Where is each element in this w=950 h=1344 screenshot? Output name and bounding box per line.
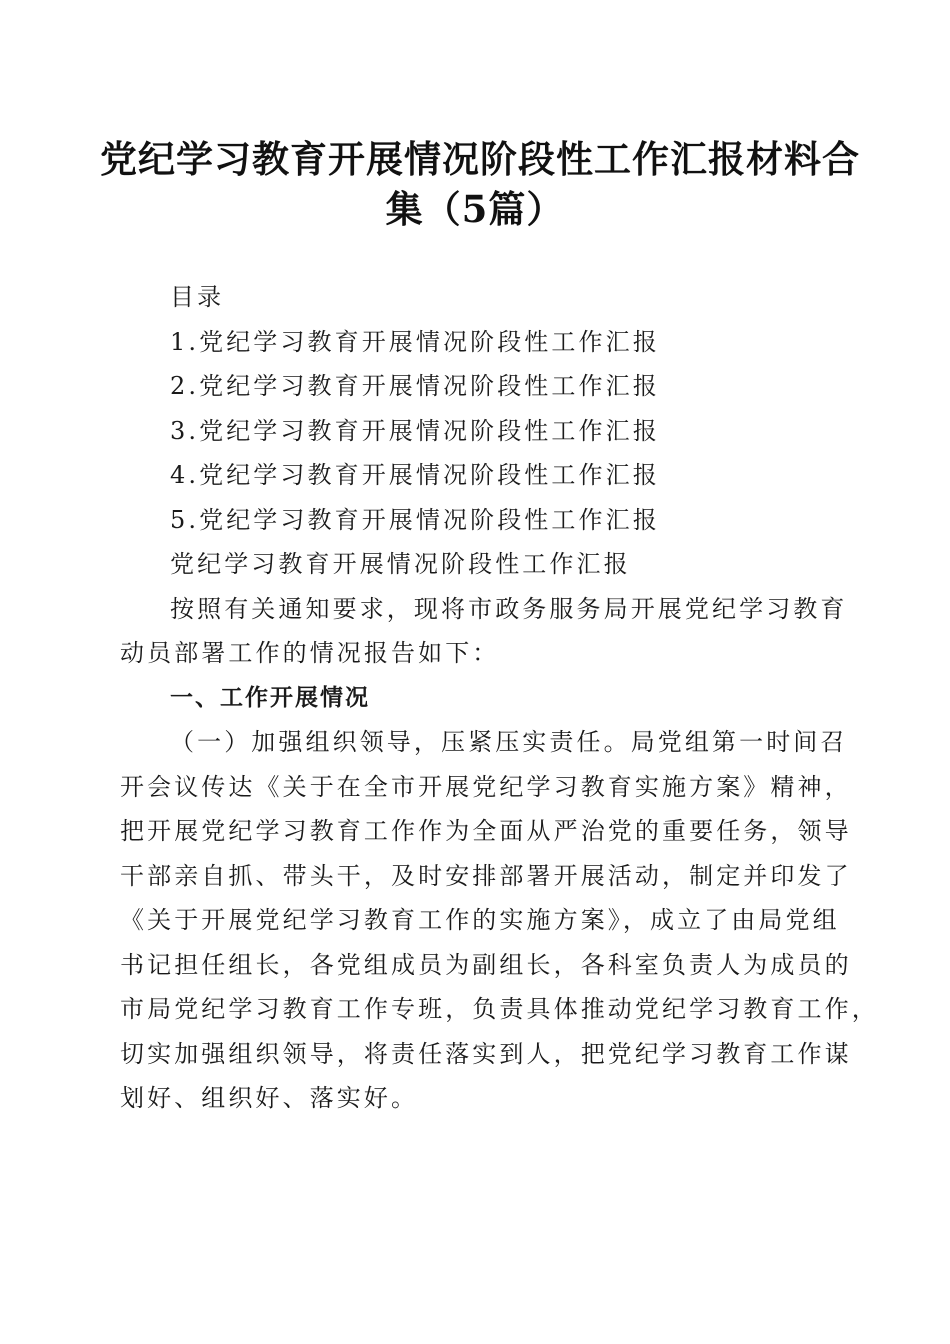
paragraph-line: 干部亲自抓、带头干，及时安排部署开展活动，制定并印发了 — [120, 861, 852, 890]
toc-item[interactable]: 5.党纪学习教育开展情况阶段性工作汇报 — [170, 505, 660, 534]
paragraph-line: 把开展党纪学习教育工作作为全面从严治党的重要任务，领导 — [120, 817, 852, 845]
toc-item[interactable]: 1.党纪学习教育开展情况阶段性工作汇报 — [170, 327, 660, 356]
paragraph-line: （一）加强组织领导，压紧压实责任。局党组第一时间召 — [170, 728, 848, 756]
intro-line: 按照有关通知要求，现将市政务服务局开展党纪学习教育 — [170, 594, 848, 623]
section-heading: 一、工作开展情况 — [170, 684, 370, 711]
intro-line: 动员部署工作的情况报告如下： — [120, 639, 500, 667]
document-title — [100, 134, 860, 234]
paragraph-line: 书记担任组长，各党组成员为副组长，各科室负责人为成员的 — [120, 950, 852, 979]
toc-item[interactable]: 2.党纪学习教育开展情况阶段性工作汇报 — [170, 372, 660, 400]
title-line-2: 集（5篇） — [385, 187, 565, 231]
toc-item[interactable]: 3.党纪学习教育开展情况阶段性工作汇报 — [170, 416, 660, 445]
article-title: 党纪学习教育开展情况阶段性工作汇报 — [170, 550, 631, 578]
paragraph-line: 市局党纪学习教育工作专班，负责具体推动党纪学习教育工作， — [120, 995, 879, 1023]
paragraph-line: 《关于开展党纪学习教育工作的实施方案》，成立了由局党组 — [120, 906, 840, 934]
paragraph-line: 划好、组织好、落实好。 — [120, 1084, 419, 1112]
paragraph-line: 开会议传达《关于在全市开展党纪学习教育实施方案》精神， — [120, 772, 852, 801]
toc-label: 目录 — [170, 283, 225, 311]
paragraph-line: 切实加强组织领导，将责任落实到人，把党纪学习教育工作谋 — [120, 1039, 852, 1068]
toc-item[interactable]: 4.党纪学习教育开展情况阶段性工作汇报 — [170, 461, 660, 489]
table-of-contents — [120, 275, 840, 542]
title-line-1: 党纪学习教育开展情况阶段性工作汇报材料合 — [100, 137, 860, 181]
article-body — [120, 542, 879, 1121]
